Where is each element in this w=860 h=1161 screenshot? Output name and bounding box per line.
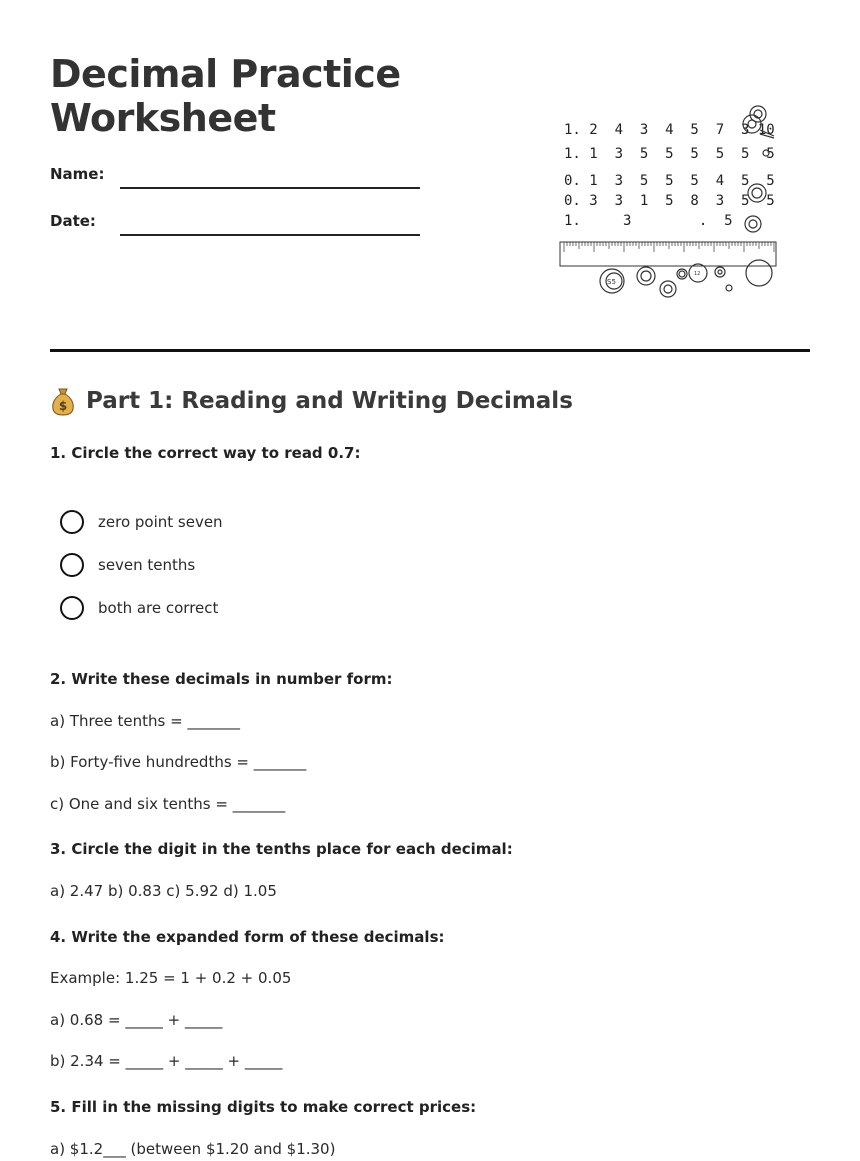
q1-option-3-label: both are correct <box>98 599 219 617</box>
q5-item-a[interactable]: a) $1.2___ (between $1.20 and $1.30) <box>50 1140 336 1158</box>
q1-option-3-radio[interactable] <box>60 596 84 620</box>
q1-option-1-label: zero point seven <box>98 513 223 531</box>
question-1-prompt: 1. Circle the correct way to read 0.7: <box>50 444 361 462</box>
illustration-row-3: 0. 1 3 5 5 5 4 5 5 <box>564 173 775 189</box>
q1-option-2-label: seven tenths <box>98 556 196 574</box>
q1-option-3[interactable] <box>60 596 218 620</box>
part1-heading <box>50 386 573 416</box>
question-4-prompt: 4. Write the expanded form of these decimals: <box>50 928 445 946</box>
decimal-ruler-illustration <box>556 100 782 300</box>
date-field[interactable] <box>120 234 420 236</box>
q1-option-2[interactable] <box>60 553 195 577</box>
q2-item-c[interactable]: c) One and six tenths = _______ <box>50 795 286 813</box>
q4-example: Example: 1.25 = 1 + 0.2 + 0.05 <box>50 969 292 987</box>
coin-label: S5 <box>607 278 616 286</box>
question-2-prompt: 2. Write these decimals in number form: <box>50 670 393 688</box>
name-field[interactable] <box>120 187 420 189</box>
q1-option-1[interactable] <box>60 510 223 534</box>
title-line-1: Decimal Practice <box>50 52 401 96</box>
q4-item-b[interactable]: b) 2.34 = _____ + _____ + _____ <box>50 1052 283 1070</box>
q4-item-a[interactable]: a) 0.68 = _____ + _____ <box>50 1011 223 1029</box>
coin-icons-side <box>745 150 769 232</box>
part1-heading-text: Part 1: Reading and Writing Decimals <box>86 388 573 414</box>
money-bag-icon <box>50 386 76 416</box>
q1-option-2-radio[interactable] <box>60 553 84 577</box>
q2-item-b[interactable]: b) Forty-five hundredths = _______ <box>50 753 307 771</box>
coin-label-2: 12 <box>694 271 701 277</box>
question-5-prompt: 5. Fill in the missing digits to make correct prices: <box>50 1098 477 1116</box>
date-label: Date: <box>50 212 96 230</box>
title-line-2: Worksheet <box>50 96 276 140</box>
name-label: Name: <box>50 165 105 183</box>
q1-option-1-radio[interactable] <box>60 510 84 534</box>
illustration-row-1: 1. 2 4 3 4 5 7 3 10 <box>564 122 775 138</box>
q2-item-a[interactable]: a) Three tenths = _______ <box>50 712 240 730</box>
q3-items[interactable]: a) 2.47 b) 0.83 c) 5.92 d) 1.05 <box>50 882 277 900</box>
svg-text:$: $ <box>58 399 68 413</box>
question-3-prompt: 3. Circle the digit in the tenths place for each decimal: <box>50 840 513 858</box>
ruler-icon <box>560 242 776 266</box>
illustration-row-4: 0. 3 3 1 5 8 3 5 5 <box>564 193 775 209</box>
header-divider <box>50 349 810 352</box>
illustration-row-2: 1. 1 3 5 5 5 5 5 5 <box>564 146 775 162</box>
illustration-row-5: 1. 3 . 5 <box>564 213 733 229</box>
worksheet-title <box>50 52 401 140</box>
